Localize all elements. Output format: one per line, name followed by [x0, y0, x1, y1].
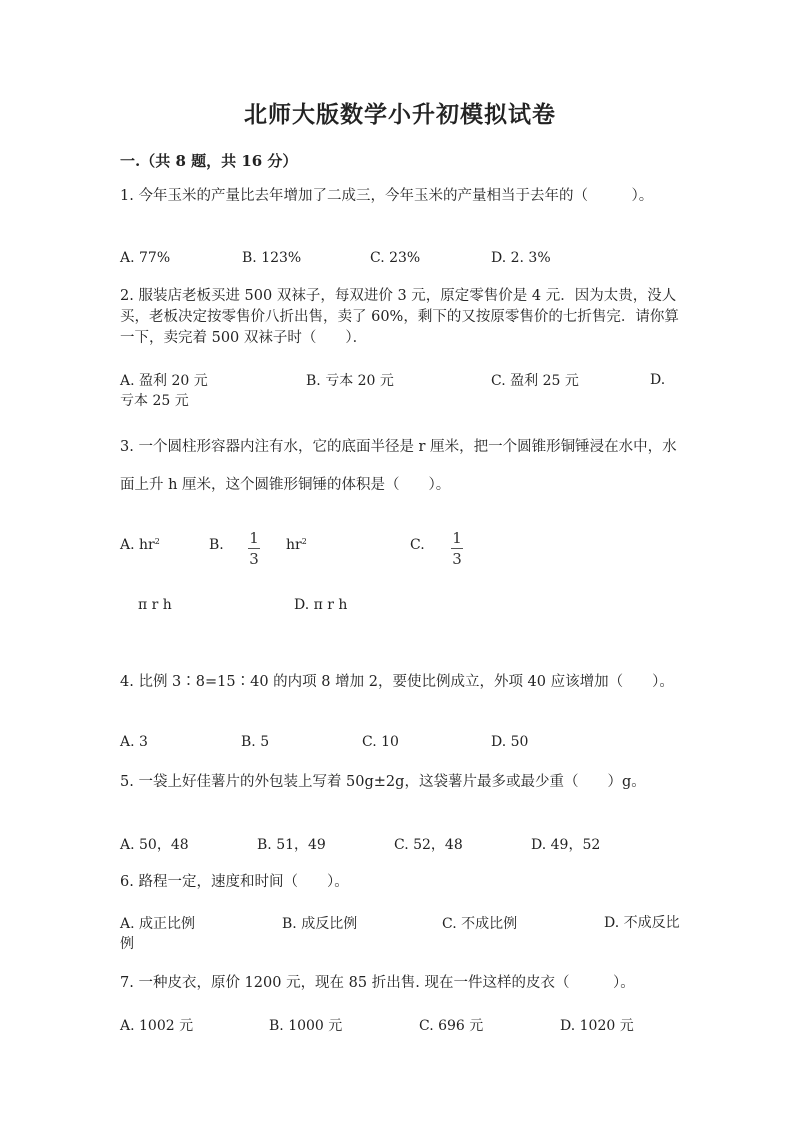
option-d[interactable]: D. π r h	[294, 597, 348, 613]
question-3: 3. 一个圆柱形容器内注有水，它的底面半径是 r 厘米，把一个圆锥形铜锤浸在水中，水面上升 h 厘米，这个圆锥形铜锤的体积是（ ）。	[120, 439, 677, 493]
page-title: 北师大版数学小升初模拟试卷	[244, 101, 556, 128]
options-2	[120, 370, 680, 414]
fraction-bar	[451, 548, 463, 549]
option-c-continued: π r h	[138, 597, 172, 613]
fraction-denominator: 3	[452, 550, 462, 568]
option-c[interactable]: C. 盈利 25 元	[491, 373, 579, 389]
option-b[interactable]: B. 1000 元	[269, 1018, 343, 1034]
option-d[interactable]: D. 不成反比例	[120, 915, 680, 952]
option-a[interactable]: A. 盈利 20 元	[120, 373, 208, 389]
superscript: 2	[301, 537, 307, 546]
question-1: 1. 今年玉米的产量比去年增加了二成三，今年玉米的产量相当于去年的（ ）。	[120, 188, 654, 204]
option-d[interactable]: D. 1020 元	[560, 1018, 634, 1034]
option-a-label: A. hr	[120, 537, 155, 553]
option-a[interactable]: A. 1002 元	[120, 1018, 194, 1034]
option-b[interactable]: B. 5	[241, 734, 270, 750]
question-6: 6. 路程一定，速度和时间（ ）。	[120, 874, 349, 890]
options-3	[120, 530, 680, 620]
fraction-one-third	[451, 530, 463, 567]
fraction-numerator: 1	[249, 529, 259, 547]
question-7: 7. 一种皮衣，原价 1200 元，现在 85 折出售. 现在一件这样的皮衣（ ）。	[120, 975, 635, 991]
option-a[interactable]	[120, 537, 160, 553]
option-d[interactable]: D. 亏本 25 元	[120, 372, 666, 409]
option-b[interactable]: B. 123%	[242, 250, 302, 266]
option-d[interactable]: D. 2. 3%	[491, 250, 551, 266]
option-c[interactable]: C. 不成比例	[442, 916, 518, 932]
option-c[interactable]: C. 52，48	[394, 837, 463, 853]
option-c[interactable]: C. 696 元	[419, 1018, 484, 1034]
option-b-expression	[286, 537, 307, 553]
option-d[interactable]: D. 49，52	[531, 837, 601, 853]
question-4: 4. 比例 3∶8=15∶40 的内项 8 增加 2，要使比例成立，外项 40 应该增加（ ）。	[120, 674, 674, 690]
option-a[interactable]: A. 成正比例	[120, 916, 196, 932]
fraction-bar	[248, 548, 260, 549]
option-b[interactable]: B. 51，49	[257, 837, 326, 853]
fraction-one-third	[248, 530, 260, 567]
option-a[interactable]: A. 3	[120, 734, 148, 750]
fraction-numerator: 1	[452, 529, 462, 547]
options-7	[120, 1015, 680, 1059]
option-c[interactable]: C. 23%	[370, 250, 421, 266]
question-5: 5. 一袋上好佳薯片的外包装上写着 50g±2g，这袋薯片最多或最少重（ ）g。	[120, 774, 646, 790]
option-a[interactable]: A. 50，48	[120, 837, 189, 853]
option-b-label[interactable]: B.	[209, 537, 224, 553]
option-c[interactable]: C. 10	[362, 734, 399, 750]
option-b[interactable]: B. 成反比例	[282, 916, 358, 932]
option-d[interactable]: D. 50	[491, 734, 529, 750]
options-6	[120, 913, 680, 957]
option-b-text: hr	[286, 537, 302, 553]
option-c-label[interactable]: C.	[410, 537, 425, 553]
superscript: 2	[154, 537, 160, 546]
section-header: 一.（共 8 题，共 16 分）	[120, 152, 298, 170]
option-a[interactable]: A. 77%	[120, 250, 171, 266]
option-b[interactable]: B. 亏本 20 元	[306, 373, 394, 389]
fraction-denominator: 3	[249, 550, 259, 568]
question-2: 2. 服装店老板买进 500 双袜子，每双进价 3 元，原定零售价是 4 元．因为太贵，没人买，老板决定按零售价八折出售，卖了 60%，剩下的又按原零售价的七折售完．请你算一下，卖完着 500 双袜子时（ ）．	[120, 288, 679, 346]
